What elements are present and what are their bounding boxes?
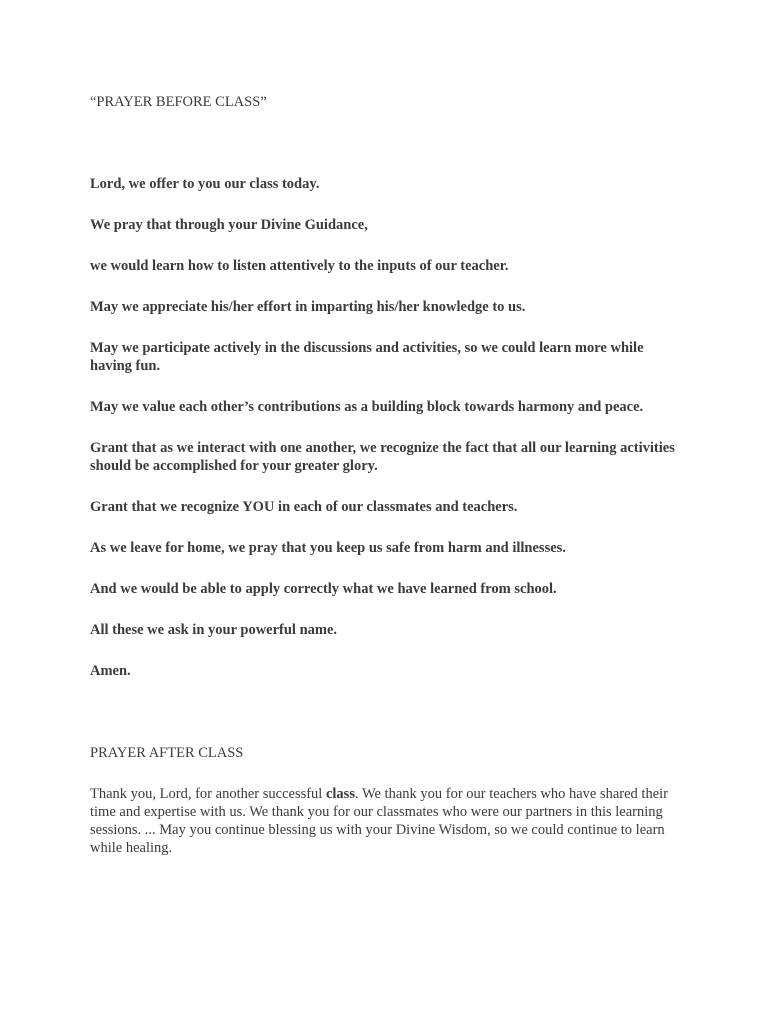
prayer-line: Lord, we offer to you our class today.: [90, 176, 320, 192]
after-text-end: . We thank you for our teachers who have shared their time and expertise with us. We thank you for our classmates who were our partners in this learning sessions. ... May you continue blessing us with your Divine Wisdom, so we could continue to learn while healing.: [90, 786, 668, 856]
prayer-before-class-title: “PRAYER BEFORE CLASS”: [90, 94, 267, 110]
prayer-line: May we value each other’s contributions as a building block towards harmony and peace.: [90, 399, 644, 415]
prayer-line: And we would be able to apply correctly what we have learned from school.: [90, 581, 557, 597]
prayer-line: All these we ask in your powerful name.: [90, 622, 338, 638]
after-text-start: Thank you, Lord, for another successful: [90, 786, 326, 802]
prayer-line: May we participate actively in the discussions and activities, so we could learn more while having fun.: [90, 340, 644, 374]
prayer-line: As we leave for home, we pray that you keep us safe from harm and illnesses.: [90, 540, 566, 556]
after-text-bold-word: class: [325, 786, 355, 802]
document-body: [90, 93, 678, 857]
prayer-line: May we appreciate his/her effort in imparting his/her knowledge to us.: [90, 299, 526, 315]
prayer-line: Grant that we recognize YOU in each of our classmates and teachers.: [90, 499, 518, 515]
prayer-line: we would learn how to listen attentively to the inputs of our teacher.: [90, 258, 509, 274]
prayer-after-class-text: [90, 785, 678, 857]
prayer-after-class-title: PRAYER AFTER CLASS: [90, 745, 244, 761]
prayer-line: We pray that through your Divine Guidance,: [90, 217, 368, 233]
amen-line: Amen.: [90, 663, 131, 679]
prayer-line: Grant that as we interact with one another, we recognize the fact that all our learning activities should be accomplished for your greater glory.: [90, 440, 675, 474]
